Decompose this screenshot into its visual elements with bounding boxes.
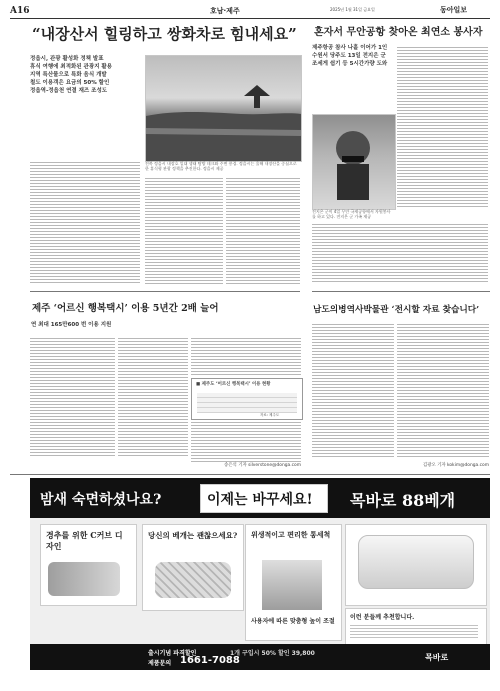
subhead-5: 정읍역-정읍천 연결 재즈 조성도	[30, 87, 108, 94]
section-title: 호남·제주	[210, 7, 240, 15]
article-divider	[30, 291, 300, 292]
ad-product: 목바로 88베개	[350, 491, 456, 510]
ad-separator	[10, 474, 490, 475]
pillow-product-image	[358, 535, 474, 589]
c-curve-text: 경추를 위한 C커브 디자인	[46, 530, 123, 551]
volunteer-photo	[312, 114, 396, 210]
subhead-4: 철도 이용객은 요금의 50% 할인	[30, 79, 110, 86]
article-1-body-col2	[145, 176, 223, 284]
subhead-3: 지역 특산물으로 특화 음식 개발	[30, 71, 107, 78]
subhead-1: 정읍시, 관광 활성화 정책 발표	[30, 56, 104, 62]
article-2-photo-caption: 전지은 군이 4일 무안 국제공항에서 자원봉사를 하고 있다. 전지은 군 가족 제공	[312, 209, 391, 220]
article-3-body-col2	[118, 336, 188, 458]
phone-number[interactable]: 1661-7088	[180, 655, 240, 666]
article-3-body-col4	[191, 420, 301, 462]
recommend-list	[350, 623, 478, 639]
washing-image	[262, 560, 322, 610]
subhead-6: 제주항공 참사 나흘 이어가 1인	[312, 45, 388, 51]
lake-photo	[145, 55, 302, 162]
dirty-pillow-image	[155, 562, 231, 598]
article-4-body-col2	[397, 322, 489, 458]
price-label: 출시기념 파격할인	[148, 650, 197, 657]
article-3-body-col1	[30, 336, 115, 458]
article-4-byline: 김광오 기자 kokim@donga.com	[422, 463, 489, 468]
height-adjust-text: 사용자에 따른 맞춤형 높이 조절	[251, 618, 335, 625]
article-3-headline: 제주 ‘어르신 행복택시’ 이용 5년간 2배 늘어	[32, 303, 219, 314]
issue-date: 2025년 1월 31일 금요일	[330, 7, 375, 12]
article-4-headline: 남도의병역사박물관 ‘전시할 자료 찾습니다’	[313, 305, 480, 315]
recommend-title: 이런 분들께 추천합니다.	[350, 614, 415, 621]
article-2-headline: 혼자서 무안공항 찾아온 최연소 봉사자	[314, 27, 483, 38]
ad-answer: 이제는 바꾸세요!	[207, 492, 313, 508]
subhead-7: 수원서 당주도 13일 전지은 군	[312, 52, 386, 59]
infographic-source: 자료: 제주도	[260, 413, 280, 417]
phone-label: 제품문의	[148, 660, 172, 667]
article-1-body-col3	[226, 176, 300, 284]
article-4-body-col1	[312, 322, 394, 458]
c-curve-image	[48, 562, 120, 596]
article-2-body-col2	[312, 222, 488, 284]
article-1-photo-caption: 전북 정읍시 내장호 일대 생태 탐방 데크와 주변 풍경. 정읍시는 올해 내장산을 중심으로 한 휴식형 관광 정책을 추진한다. 정읍시 제공	[145, 161, 297, 172]
pillow-question: 당신의 베개는 괜찮으세요?	[148, 531, 238, 540]
taxi-usage-infographic	[191, 378, 303, 420]
subhead-2: 휴식 여행에 최적화된 관광지 활용	[30, 63, 113, 70]
article-3-body-col3	[191, 336, 301, 376]
infographic-title: ■ 제주도 ‘어르신 행복택시’ 이용 현황	[196, 382, 271, 387]
top-rule	[10, 18, 490, 19]
price-value: 1개 구입시 50% 할인 39,800	[230, 650, 315, 657]
infographic-table	[197, 393, 297, 413]
lake-scene-illustration	[146, 56, 301, 161]
washing-text: 위생적이고 편리한 통세척	[251, 530, 331, 539]
article-3-byline: 송은석 기자 silverstone@donga.com	[224, 463, 301, 468]
subhead-8: 조세게 쉼기 등 5시간가량 도와	[312, 60, 388, 67]
article-2-body-col1	[397, 45, 488, 208]
article-1-headline: “내장산서 힐링하고 쌍화차로 힘내세요”	[32, 25, 297, 43]
ad-question: 밤새 숙면하셨나요?	[40, 492, 162, 508]
article-1-subheads	[30, 56, 140, 96]
paper-name: 동아일보	[440, 5, 468, 14]
article-2-subheads	[312, 45, 392, 69]
volunteer-illustration	[313, 115, 395, 209]
article-3-subhead: 연 최대 165만600 번 이용 지원	[31, 322, 112, 328]
page-number: A16	[10, 6, 30, 16]
article-1-body-col1	[30, 160, 140, 285]
pillow-advertisement	[30, 478, 490, 670]
article-divider-right	[312, 291, 490, 292]
brand-logo: 목바로	[425, 653, 449, 662]
